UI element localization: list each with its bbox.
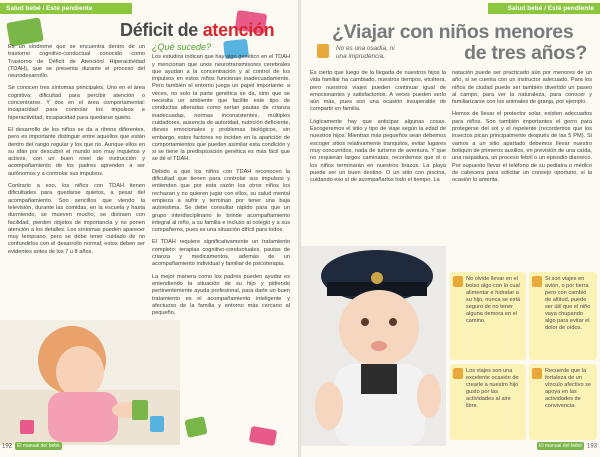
page-number: 192	[2, 443, 13, 450]
pull-quote-text: No es una osadía, ni una imprudencia.	[336, 45, 395, 60]
paragraph: El desarrollo de los niños se da a ritmos diferentes, pero es importante distinguir entre aquellos que están dentro del rango regular y los que no. Aunque ellos en su afán por descubrir el mundo son muy inquietos y activos, con un buen nivel de instrucción y acompañamiento de los padres aprenden a ser autónomos y a controlar sus impulsos.	[8, 126, 145, 177]
child-playing-photo	[0, 320, 180, 445]
tip-text: No olvide llevar en el bolso algo con lo cual alimentar e hidratar a su hijo, nunca se está seguro de no tener alguna demora en el camino.	[466, 276, 521, 324]
page-number: 193	[586, 443, 597, 450]
tip-box	[450, 364, 526, 440]
paragraph: Es cierto que luego de la llegada de nuestros hijos la vida familiar ha cambiado, nuestros tiempos, etcétera, pero nuestros viajes pueden continuar igual de emocionantes y satisfactorios. A veces pueden serlo aún más, pues son una ocasión insuperable de compartir en familia.	[310, 70, 446, 113]
paragraph: La mejor manera como los padres pueden ayudar es entendiendo la situación de su hijo y pidiendo pertinentemente ayuda profesional, para darle un buen tratamiento es el acompañamiento inteligente y afectuoso de la familia y entorno más cercano al pequeño.	[152, 273, 290, 317]
letter-block-decoration	[184, 416, 207, 438]
tip-box	[450, 272, 526, 360]
tip-icon	[532, 276, 542, 287]
right-section-header: Salud bebé / Esté pendiente	[488, 3, 600, 14]
quote-icon	[317, 44, 329, 58]
baby-pilot-photo	[301, 246, 446, 446]
paragraph: Hemos de llevar el protector solar, existen adecuados para niños. Son también importantes el gorro para protegerse del sol y el repelente (recordemos que los insectos pican principalmente después de las 5 PM). Si vamos a un sitio apartado debemos llevar nuestro botiquín de primeros auxilios, en previsión de una caída, una raspadura, un proceso febril o un episodio diarreico. Por supuesto llevar el teléfono de su pediatra o médico de cabecera para solicitar un consejo oportuno, si la ocasión lo amerita.	[452, 111, 592, 184]
right-column-1	[310, 70, 446, 189]
brand-logo: El manual del bebé	[539, 443, 582, 449]
tip-icon	[532, 368, 542, 379]
paragraph: Se conocen tres síntomas principales. Uno en el área cognitiva: dificultad para percibir atención o concentrarse. Y dos en el área comportamental: incapacidad para controlar los impulsos e hiperactividad, incapacidad para quedarse quieto.	[8, 85, 145, 121]
paragraph: Contrario a eso, los niños con TDAH tienen dificultades para quedarse quietos, a pesar del acompañamiento. Son sencillos que viendo la televisión, durante las comidas, en la escuela y hasta durmiendo, se mueven mucho, se distraen con facilidad, pierden objetos de importancia y no ponen atención a los detalles. Los síntomas pueden aparecer muy temprano, pero se debe tener cuidado de no confundirlos con el desarrollo normal; estos deben ser evidentes antes de los 7 u 8 años.	[8, 183, 145, 255]
right-page-footer	[534, 442, 597, 450]
tip-text: Los viajes son una excelente ocasión de crearle a nuestro hijo gusto por las actividades al aire libre.	[466, 368, 519, 409]
tip-text: Recuerde que la fortaleza de un vínculo afectivo se apoya en las actividades de convivencia.	[545, 368, 592, 409]
paragraph: Lógicamente hay que anticipar algunas cosas. Escogeremos el sitio y tipo de viaje según la edad de nuestros hijos. Mientras más pequeños sean debemos escoger sitios relativamente tranquilos, evitar lugares muy concurridos, nada de turismo de aventura. Y que no requieran largos caminatas; recordemos que el o los niños terminarán en nuestros brazos. La playa puede ser un buen destino. O un sitio con piscina, cuidando eso sí de acompañarlos todo el tiempo. La	[310, 118, 446, 184]
left-article-title	[120, 20, 274, 41]
left-column-2	[152, 44, 290, 322]
left-page-footer	[2, 442, 65, 450]
tip-text: Si son viajes en avión, o por tierra pero con cambio de altitud, puede ser útil que el niño vaya chupando algo para evitar el dolor de oídos.	[545, 276, 591, 331]
letter-block-decoration	[249, 426, 277, 446]
title-text: Déficit de	[120, 20, 203, 40]
baby-pilot-illustration	[301, 246, 446, 446]
title-line: de tres años?	[464, 42, 587, 64]
paragraph: Es un síndrome que se encuentra dentro de un trastorno cognitivo-conductual conocido como Trastorno de Déficit de Atención/ Hiperactividad (TDAH), que se presenta durante el proceso del neurodesarrollo.	[8, 44, 145, 80]
child-playing-illustration	[0, 320, 180, 445]
title-line: ¿Viajar con niños menores	[332, 21, 574, 43]
pull-quote	[336, 45, 400, 61]
tip-box	[529, 364, 597, 440]
letter-block-decoration	[6, 17, 44, 47]
paragraph: Debido a que los niños con TDAH reconocen la dificultad que tienen para controlar sus impulsos y entienden que por esta razón los otros niños los rechazan y no quieren jugar con ellos, su salud mental empieza a sufrir y terminan por tener una baja autoestima. Se debe consultar rápido para que un grupo interdisciplinario le brinde acompañamiento integral al niño, a su familia e incluso al colegio y a sus compañeros, pues es una situación difícil para todos.	[152, 168, 290, 234]
tip-icon	[453, 276, 463, 287]
brand-logo: El manual del bebé	[17, 443, 60, 449]
section-subhead: ¿Qué sucede?	[152, 42, 212, 52]
paragraph: El TDAH requiere significativamente un tratamiento completo: terapias cognitivo-conductuales, pautas de crianza y medicamentos, además de un acompañamiento individual y familiar de psicoterapia.	[152, 239, 290, 268]
paragraph: Los estudios indican que hay algo genético en el TDAH y mencionan que unos neurotransmisores cerebrales que ayudan a la concentración y al control de los impulsos en estos niños funcionan inadecuadamente. Pero también el entorno juega un papel importante: a veces, no solo la parte genética se da, sino que se necesita un ambiente que facilite este tipo de conductas alteradas como serían pautas de crianza inadecuadas, normas inconsistentes, múltiples cuidadores, ausencia de autoridad, nutrición deficiente, dieves emocionales y problemas biológicos, sin embargo, estos factores no inciden en la aparición de comportamientos que pueden asimilar esta condición y si se tiene la predisposición genética es más fácil que se dé el TDAH.	[152, 54, 290, 163]
paragraph: natación puede ser practicado aún por menores de un año, si se cuenta con un instructor adecuado. Para los niños de ciudad puede ser también divertido un paseo al campo, para ver la naturaleza, para conocer y familiarizarse con los animales de granja, por ejemplo.	[452, 70, 592, 106]
title-accent-text: atención	[202, 20, 275, 40]
right-column-2	[452, 70, 592, 189]
tip-box	[529, 272, 597, 360]
left-section-header: Salud bebé / Esté pendiente	[0, 3, 132, 14]
left-page	[0, 0, 298, 457]
left-column-1	[8, 44, 145, 261]
tip-icon	[453, 368, 463, 379]
